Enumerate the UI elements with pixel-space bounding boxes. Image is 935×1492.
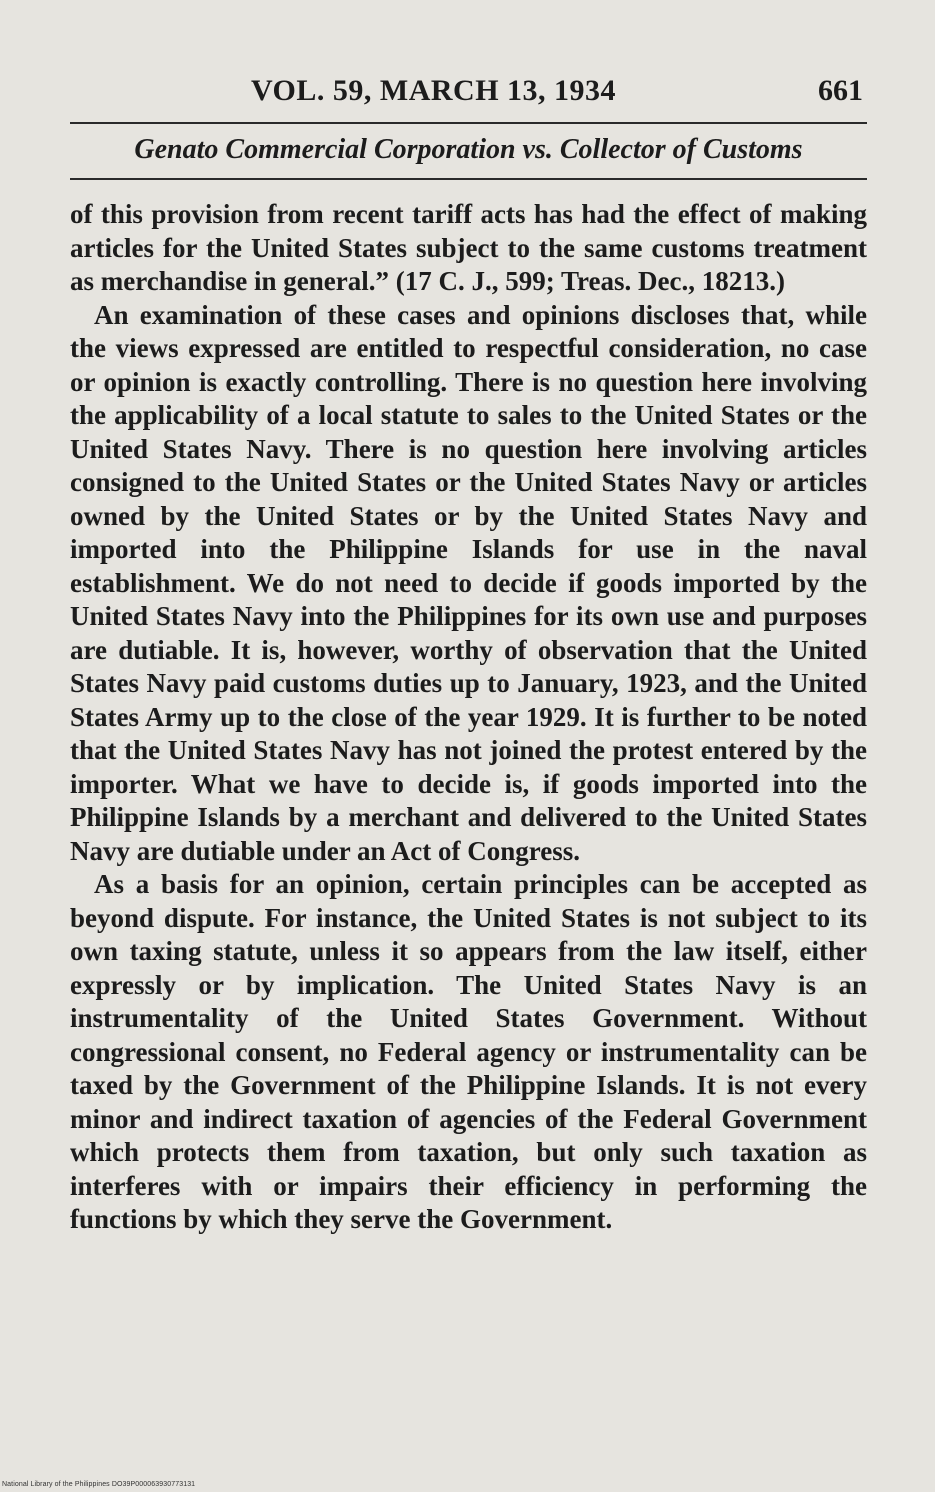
scan-footer: National Library of the Philippines DO39P000063930773131 <box>2 1481 196 1488</box>
case-title: Genato Commercial Corporation vs. Collector of Customs <box>134 134 803 165</box>
paragraph: An examination of these cases and opinions discloses that, while the views expressed are entitled to respectful consideration, no case or opinion is exactly controlling. There is no question here involving the applicability of a local statute to sales to the United States or the United States Navy. There is no question here involving articles consigned to the United States or the United States Navy or articles owned by the United States or by the United States Navy and imported into the Philippine Islands for use in the naval establishment. We do not need to decide if goods imported by the United States Navy into the Philippines for its own use and purposes are dutiable. It is, however, worthy of observation that the United States Navy paid customs duties up to January, 1923, and the United States Army up to the close of the year 1929. It is further to be noted that the United States Navy has not joined the protest entered by the importer. What we have to decide is, if goods imported into the Philippine Islands by a merchant and delivered to the United States Navy are dutiable under an Act of Congress. <box>70 299 867 866</box>
body-text <box>70 198 867 1237</box>
header-rule-top <box>70 122 867 124</box>
header-rule-bottom <box>70 178 867 180</box>
page-number: 661 <box>818 74 863 107</box>
page-header <box>70 74 867 114</box>
paragraph-continuation: of this provision from recent tariff acts has had the effect of making articles for the United States subject to the same customs treatment as merchandise in general.” (17 C. J., 599; Treas. Dec., 18213.) <box>70 199 867 296</box>
running-head: VOL. 59, MARCH 13, 1934 <box>250 74 617 107</box>
paragraph: As a basis for an opinion, certain principles can be accepted as beyond dispute. For instance, the United States is not subject to its own taxing statute, unless it so appears from the law itself, either expressly or by implication. The United States Navy is an instrumentality of the United States Government. Without congressional consent, no Federal agency or instrumentality can be taxed by the Government of the Philippine Islands. It is not every minor and indirect taxation of agencies of the Federal Government which protects them from taxation, but only such taxation as interferes with or impairs their efficiency in performing the functions by which they serve the Government. <box>70 869 867 1234</box>
